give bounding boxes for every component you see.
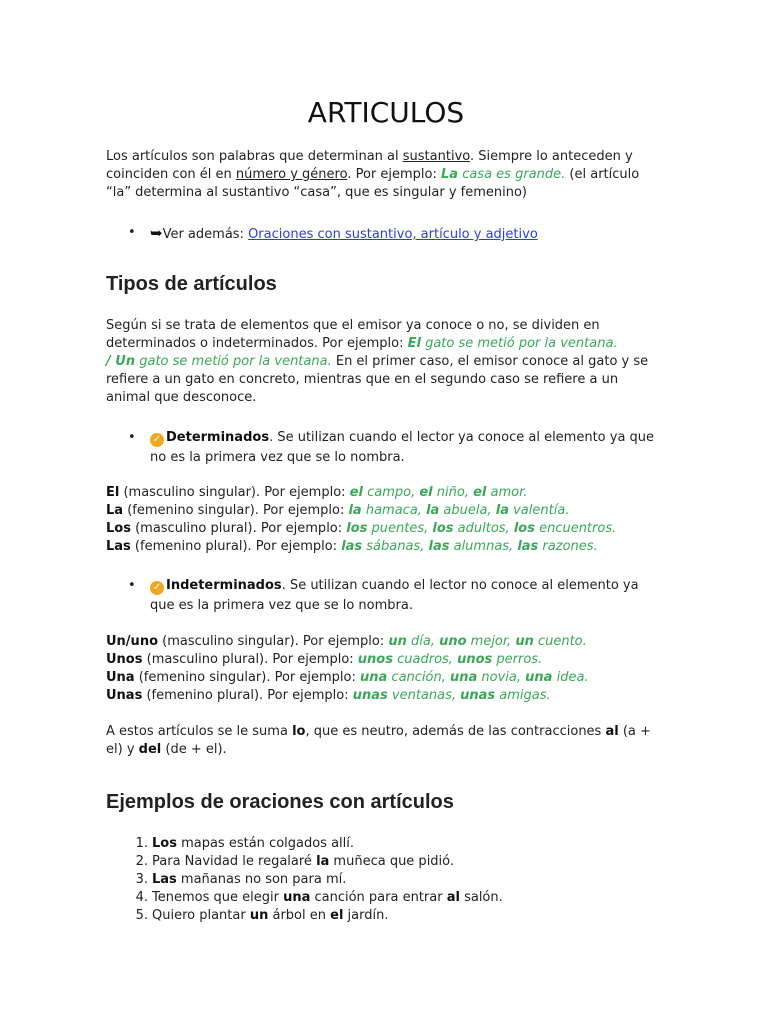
intro-text: . Por ejemplo:	[347, 167, 441, 182]
article-term: un	[249, 908, 269, 923]
check-icon: ✓	[150, 433, 164, 447]
list-text	[152, 853, 454, 871]
article-desc: (femenino singular). Por ejemplo:	[134, 670, 360, 685]
example-text: canción,	[387, 670, 450, 685]
example-article: la	[348, 503, 362, 518]
sentence-text: mañanas no son para mí.	[176, 872, 347, 887]
article-term: Un/uno	[106, 634, 158, 649]
example-text: valentía.	[508, 503, 570, 518]
indeterminados-list	[106, 633, 666, 705]
arrow-icon: ➥	[150, 224, 163, 242]
example-text: ventanas,	[387, 688, 461, 703]
see-also-link[interactable]: Oraciones con sustantivo, artículo y adjetivo	[248, 227, 538, 242]
example-text: abuela,	[439, 503, 496, 518]
article-desc: (masculino plural). Por ejemplo:	[130, 521, 347, 536]
article-row	[106, 633, 666, 651]
list-item	[128, 871, 666, 889]
article-term: Unas	[106, 688, 143, 703]
article-term: Unos	[106, 652, 143, 667]
example-article: unos	[457, 652, 493, 667]
contracciones-paragraph	[106, 723, 666, 759]
example-text: gato se metió por la ventana.	[135, 354, 332, 369]
list-text	[152, 907, 388, 925]
sentence-text: jardín.	[343, 908, 389, 923]
example-article: una	[525, 670, 553, 685]
list-number: 3.	[135, 872, 148, 887]
example-text: cuento.	[533, 634, 587, 649]
article-desc: (femenino singular). Por ejemplo:	[123, 503, 349, 518]
example-text: amigas.	[495, 688, 551, 703]
tipos-text: En el primer caso, el emisor conoce al gato y se refiere a un gato en concreto, mientras que en el segundo caso se refiere a un animal que desconoce.	[106, 354, 649, 405]
sentence-text: mapas están colgados allí.	[176, 836, 355, 851]
intro-text: (el artículo “la” determina al sustantivo “casa”, que es singular y femenino)	[106, 167, 640, 200]
sentence-text: Quiero plantar	[152, 908, 250, 923]
example-article: El	[407, 336, 421, 351]
example-article: el	[419, 485, 433, 500]
article-term: Las	[106, 539, 131, 554]
article-desc: (femenino plural). Por ejemplo:	[130, 539, 342, 554]
list-item	[128, 889, 666, 907]
example-text: cuadros,	[392, 652, 458, 667]
example-article: unas	[352, 688, 388, 703]
article-term: al	[446, 890, 460, 905]
example-article: las	[428, 539, 450, 554]
example-text: niño,	[432, 485, 474, 500]
example-article: un	[515, 634, 534, 649]
list-number: 2.	[135, 854, 148, 869]
example-article: un	[388, 634, 407, 649]
determinados-list	[106, 484, 666, 556]
contracciones-text: A estos artículos se le suma	[106, 724, 293, 739]
check-icon: ✓	[150, 581, 164, 595]
example-text: sábanas,	[362, 539, 429, 554]
article-term: La	[106, 503, 124, 518]
sentence-text: salón.	[459, 890, 503, 905]
example-text: encuentros.	[534, 521, 617, 536]
intro-text: . Siempre lo anteceden y coinciden con él en	[106, 149, 633, 182]
sentence-text: muñeca que pidió.	[329, 854, 455, 869]
example-text: novia,	[477, 670, 526, 685]
example-text: alumnas,	[449, 539, 518, 554]
indeterminados-label: Indeterminados	[166, 578, 282, 593]
article-row	[106, 502, 666, 520]
sentence-text: canción para entrar	[310, 890, 447, 905]
contracciones-text: (de + el).	[161, 742, 227, 757]
example-article: uno	[439, 634, 467, 649]
example-text: razones.	[538, 539, 598, 554]
tipos-paragraph	[106, 317, 666, 407]
example-text: campo,	[362, 485, 420, 500]
example-text: puentes,	[367, 521, 433, 536]
list-text	[152, 871, 346, 889]
intro-text: Los artículos son palabras que determinan al	[106, 149, 403, 164]
list-number: 4.	[135, 890, 148, 905]
example-article: los	[432, 521, 454, 536]
article-term: El	[106, 485, 120, 500]
example-article: una	[450, 670, 478, 685]
article-term: el	[330, 908, 344, 923]
article-row	[106, 669, 666, 687]
example-text: mejor,	[466, 634, 516, 649]
example-article: los	[513, 521, 535, 536]
ejemplos-list	[128, 835, 666, 925]
contracciones-term: al	[605, 724, 619, 739]
example-article: unas	[460, 688, 496, 703]
list-text	[152, 835, 354, 853]
list-item	[128, 853, 666, 871]
determinados-desc: . Se utilizan cuando el lector ya conoce al elemento ya que no es la primera vez que se lo nombra.	[150, 430, 655, 465]
sentence-text: Tenemos que elegir	[152, 890, 284, 905]
example-text: hamaca,	[361, 503, 427, 518]
article-row	[106, 484, 666, 502]
contracciones-text: (a + el) y	[106, 724, 651, 757]
example-article: unos	[357, 652, 393, 667]
article-term: Una	[106, 670, 135, 685]
example-article: el	[473, 485, 487, 500]
example-text: adultos,	[453, 521, 514, 536]
example-text: amor.	[486, 485, 528, 500]
list-text	[152, 889, 503, 907]
contracciones-text: , que es neutro, además de las contracciones	[305, 724, 606, 739]
example-article: los	[346, 521, 368, 536]
article-term: una	[283, 890, 311, 905]
list-item	[128, 835, 666, 853]
intro-paragraph	[106, 148, 666, 202]
article-row	[106, 651, 666, 669]
example-article: la	[426, 503, 440, 518]
example-article: el	[349, 485, 363, 500]
article-row	[106, 520, 666, 538]
numero-genero-term: número y género	[235, 167, 348, 182]
indeterminados-desc: . Se utilizan cuando el lector no conoce al elemento ya que es la primera vez que se lo nombra.	[150, 578, 639, 613]
example-text: día,	[406, 634, 440, 649]
article-desc: (masculino plural). Por ejemplo:	[142, 652, 358, 667]
list-item	[128, 907, 666, 925]
example-article: La	[441, 167, 459, 182]
contracciones-term: lo	[292, 724, 306, 739]
article-row	[106, 687, 666, 705]
see-also-label: Ver además:	[162, 227, 249, 242]
example-text: perros.	[492, 652, 543, 667]
example-article: una	[360, 670, 388, 685]
contracciones-term: del	[138, 742, 162, 757]
list-number: 1.	[135, 836, 148, 851]
page-title: ARTICULOS	[307, 96, 465, 129]
list-number: 5.	[135, 908, 148, 923]
article-desc: (femenino plural). Por ejemplo:	[142, 688, 353, 703]
article-term: Los	[106, 521, 131, 536]
article-desc: (masculino singular). Por ejemplo:	[158, 634, 389, 649]
article-row	[106, 538, 666, 556]
example-text: gato se metió por la ventana.	[420, 336, 618, 351]
determinados-label: Determinados	[166, 430, 270, 445]
tipos-text: Según si se trata de elementos que el emisor ya conoce o no, se dividen en determinados o indeterminados. Por ejemplo:	[106, 318, 600, 351]
sentence-text: árbol en	[268, 908, 331, 923]
example-text: casa es grande.	[458, 167, 566, 182]
sustantivo-term: sustantivo	[402, 149, 470, 164]
sentence-text: Para Navidad le regalaré	[152, 854, 317, 869]
heading-ejemplos: Ejemplos de oraciones con artículos	[106, 791, 454, 813]
example-article: / Un	[106, 354, 136, 369]
article-term: Las	[152, 872, 177, 887]
article-term: la	[316, 854, 330, 869]
example-article: las	[341, 539, 363, 554]
example-article: las	[517, 539, 539, 554]
heading-tipos: Tipos de artículos	[106, 273, 277, 295]
article-term: Los	[152, 836, 177, 851]
article-desc: (masculino singular). Por ejemplo:	[119, 485, 350, 500]
example-text: idea.	[552, 670, 589, 685]
example-article: la	[495, 503, 509, 518]
